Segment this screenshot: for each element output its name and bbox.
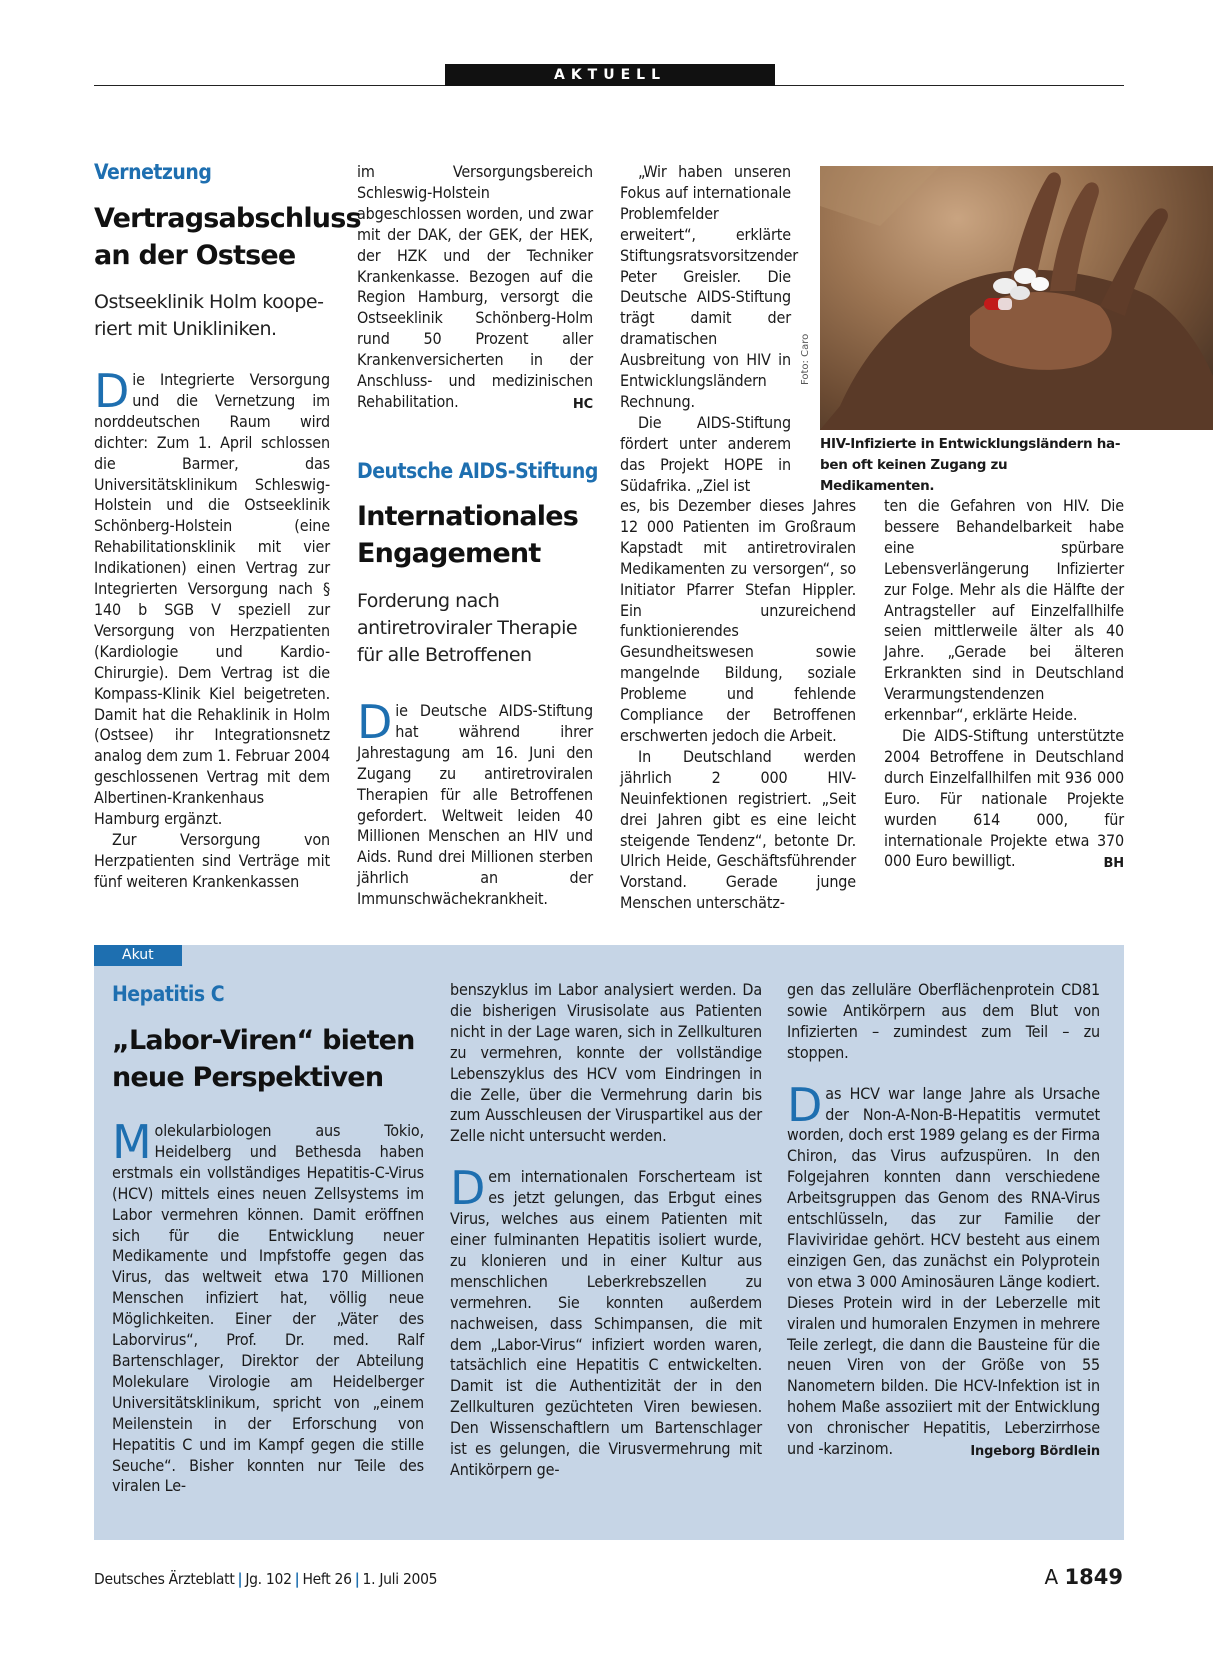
drop-cap: D xyxy=(450,1161,486,1216)
headline-line: neue Perspektiven xyxy=(112,1062,384,1093)
article1-kicker: Vernetzung xyxy=(94,160,212,184)
article1-headline xyxy=(94,200,361,274)
photo-credit: Foto: Caro xyxy=(800,333,811,385)
article2-headline xyxy=(357,498,607,572)
drop-cap: M xyxy=(112,1115,152,1169)
subline-line: riert mit Unikliniken. xyxy=(94,318,277,340)
paragraph: im Versorgungsbereich Schleswig-Holstein abgeschlossen worden, und zwar mit der DAK, der GEK, der HEK, der HZK und der Techniker Krankenkasse. Bezogen auf die Region Hamburg, versorgt die Ostseeklinik Schönberg-Holm rund 50 Prozent aller Krankenversicherten in der Anschluss- und medizinischen Rehabilitation. xyxy=(357,162,593,411)
box-column-3 xyxy=(787,980,1100,1463)
headline-line: Internationales xyxy=(357,501,579,532)
paragraph: em internationalen Forscherteam ist es jetzt gelungen, das Erbgut eines Virus, welches aus einem Patienten mit einer fulminanten Hepatitis isoliert wurde, zu klonieren und in einer Kultur aus menschlichen Leberkrebszellen zu vermehren. Sie konnten außerdem nachweisen, dass Schimpansen, die mit dem „Labor-Virus“ infiziert worden waren, tatsächlich eine Hepatitis C entwickelten. Damit ist die Authentizität der in den Zellkulturen gezüchteten Viren bewiesen. Den Wissenschaftlern um Bartenschlager ist es gelungen, die Virusvermehrung mit Antikörpern ge- xyxy=(450,1167,762,1479)
paragraph: gen das zelluläre Oberflächenprotein CD81 sowie Antikörpern aus dem Blut von Infizierten – zumindest zum Teil – zu stoppen. xyxy=(787,980,1100,1062)
paragraph: ie Integrierte Versorgung und die Vernetzung im norddeutschen Raum wird dichter: Zum 1. April schlossen die Barmer, das Universitätsklinikum Schleswig-Holstein und die Ostseeklinik Schönberg-Holstein (eine Rehabilitationsklinik mit vier Indikationen) einen Vertrag zur Integrierten Versorgung nach § 140 b SGB V speziell zur Versorgung von Herzpatienten (Kardiologie und Kardio-Chirurgie). Dem Vertrag ist die Kompass-Klinik Kiel beigetreten. Damit hat die Rehaklinik in Holm (Ostsee) ihr Integrationsnetz analog dem zum 1. Februar 2004 geschlossenen Vertrag mit dem Albertinen-Krankenhaus Hamburg ergänzt. xyxy=(94,370,330,829)
article2-subline xyxy=(357,588,607,669)
article2-column-2-bottom xyxy=(620,496,856,914)
drop-cap: D xyxy=(357,695,393,749)
article1-column-2 xyxy=(357,162,593,416)
box-tag: Akut xyxy=(94,945,182,966)
article2-kicker: Deutsche AIDS-Stiftung xyxy=(357,459,598,483)
subline-line: Forderung nach xyxy=(357,590,500,612)
subline-line: antiretroviraler Therapie xyxy=(357,617,578,639)
drop-cap: D xyxy=(94,364,130,418)
journal-name: Deutsches Ärzteblatt xyxy=(94,1570,235,1588)
box-column-2 xyxy=(450,980,762,1481)
headline-line: „Labor-Viren“ bieten xyxy=(112,1025,415,1056)
article2-column-3 xyxy=(884,496,1124,875)
paragraph: es, bis Dezember dieses Jahres 12 000 Patienten im Großraum Kapstadt mit antiretroviralen Medikamenten zu versorgen“, so Initiator Pfarrer Stefan Hippler. Ein unzureichend funktionierendes Gesundheitswesen sowie mangelnde Bildung, soziale Probleme und fehlende Compliance der Betroffenen erschwerten jedoch die Arbeit. xyxy=(620,496,856,745)
caption-line: HIV-Infizierte in Entwicklungsländern ha- xyxy=(820,436,1121,452)
headline-line: an der Ostsee xyxy=(94,240,296,271)
separator: | xyxy=(354,1570,360,1588)
headline-line: Engagement xyxy=(357,538,541,569)
paragraph: ie Deutsche AIDS-Stiftung hat während ihrer Jahrestagung am 16. Juni den Zugang zu antiretroviralen Therapien für alle Betroffenen gefordert. Weltweit leiden 40 Millionen Menschen an HIV und Aids. Rund drei Millionen sterben jährlich an der Immunschwächekrankheit. xyxy=(357,701,593,909)
page-prefix: A xyxy=(1044,1565,1059,1589)
footer-citation xyxy=(94,1570,437,1588)
volume: Jg. 102 xyxy=(245,1570,292,1588)
paragraph: Die AIDS-Stiftung unterstützte 2004 Betroffene in Deutschland durch Einzelfallhilfen mit 936 000 Euro. Für nationale Projekte wurden 614 000, für internationale Projekte etwa 370 000 Euro bewilligt. xyxy=(884,725,1124,871)
author-name: Ingeborg Bördlein xyxy=(970,1444,1100,1460)
photo-caption xyxy=(820,434,1125,497)
paragraph: ten die Gefahren von HIV. Die bessere Behandelbarkeit habe eine spürbare Lebensverlängerung Infizierter zur Folge. Mehr als die Hälfte der Antragsteller auf Einzelfallhilfe seien mittlerweile älter als 40 Jahre. „Gerade bei älteren Erkrankten sind in Deutschland Verarmungstendenzen erkennbar“, erklärte Heide. xyxy=(884,496,1124,725)
hand-with-pills-photo xyxy=(820,166,1213,430)
paragraph: as HCV war lange Jahre als Ursache der Non-A-Non-B-Hepatitis vermutet worden, doch erst 1989 gelang es der Firma Chiron, das Virus aufzuspüren. In den Folgejahren konnten dann verschiedene Arbeitsgruppen das Genom des RNA-Virus entschlüsseln, das zur Familie der Flaviviridae gehört. HCV besteht aus einem einzigen Gen, das zunächst ein Polyprotein von etwa 3 000 Aminosäuren Länge kodiert. Dieses Protein wird in der Leberzelle mit viralen und humoralen Enzymen in mehrere Teile zerlegt, die dann die Bausteine für die neuen Viren von der Größe von 55 Nanometern bilden. Die HCV-Infektion ist in hohem Maße assoziiert mit der Entwicklung von chronischer Hepatitis, Leberzirrhose und -karzinom. xyxy=(787,1083,1100,1459)
subline-line: Ostseeklinik Holm koope- xyxy=(94,291,324,313)
article1-subline xyxy=(94,289,344,343)
page-number xyxy=(1045,1565,1124,1589)
headline-line: Vertragsabschluss xyxy=(94,203,361,234)
subline-line: für alle Betroffenen xyxy=(357,644,532,666)
box-kicker: Hepatitis C xyxy=(112,982,225,1006)
paragraph: „Wir haben unseren Fokus auf internationale Problemfelder erweitert“, erklärte Stiftungsratsvorsitzender Peter Greisler. Die Deutsche AIDS-Stiftung trägt damit der dramatischen Ausbreitung von HIV in Entwicklungsländern Rechnung. xyxy=(620,162,799,411)
box-headline xyxy=(112,1022,432,1096)
separator: | xyxy=(237,1570,243,1588)
author-initials: HC xyxy=(572,396,593,412)
caption-line: ben oft keinen Zugang zu Medikamenten. xyxy=(820,457,1008,494)
article2-column-1 xyxy=(357,695,593,910)
article2-column-2-top xyxy=(620,162,799,497)
box-column-1 xyxy=(112,1115,424,1497)
issue: Heft 26 xyxy=(302,1570,352,1588)
article1-column-1 xyxy=(94,364,330,893)
paragraph: In Deutschland werden jährlich 2 000 HIV-Neuinfektionen registriert. „Seit drei Jahren gibt es eine leicht steigende Tendenz“, betonte Dr. Ulrich Heide, Geschäftsführender Vorstand. Gerade junge Menschen unterschätz- xyxy=(620,746,856,913)
author-initials: BH xyxy=(1103,856,1124,872)
paragraph: olekularbiologen aus Tokio, Heidelberg und Bethesda haben erstmals ein vollständiges Hepatitis-C-Virus (HCV) mittels eines neuen Zellsystems im Labor vermehren können. Damit eröffnen sich für die Entwicklung neuer Medikamente und Impfstoffe gegen das Virus, das weltweit etwa 170 Millionen Menschen infiziert hat, völlig neue Möglichkeiten. Einer der „Väter des Laborvirus“, Prof. Dr. med. Ralf Bartenschlager, Direktor der Abteilung Molekulare Virologie am Heidelberger Universitätsklinikum, spricht von „einem Meilenstein in der Erforschung von Hepatitis C und im Kampf gegen die stille Seuche“. Bisher konnten nur Teile des viralen Le- xyxy=(112,1121,424,1496)
section-label: AKTUELL xyxy=(445,64,775,86)
paragraph: benszyklus im Labor analysiert werden. Da die bisherigen Virusisolate aus Patienten nicht in der Lage waren, sich in Zellkulturen zu vermehren, konnte der vollständige Lebenszyklus des HCV vom Eindringen in die Zelle, über die Vermehrung darin bis zum Ausschleusen der Viruspartikel aus der Zelle nicht untersucht werden. xyxy=(450,980,762,1146)
separator: | xyxy=(294,1570,300,1588)
paragraph: Zur Versorgung von Herzpatienten sind Verträge mit fünf weiteren Krankenkassen xyxy=(94,829,330,891)
photo-illustration xyxy=(820,166,1213,430)
issue-date: 1. Juli 2005 xyxy=(362,1570,438,1588)
page-number-value: 1849 xyxy=(1064,1565,1123,1589)
paragraph: Die AIDS-Stiftung fördert unter anderem das Projekt HOPE in Südafrika. „Ziel ist xyxy=(620,412,791,495)
drop-cap: D xyxy=(787,1077,823,1132)
